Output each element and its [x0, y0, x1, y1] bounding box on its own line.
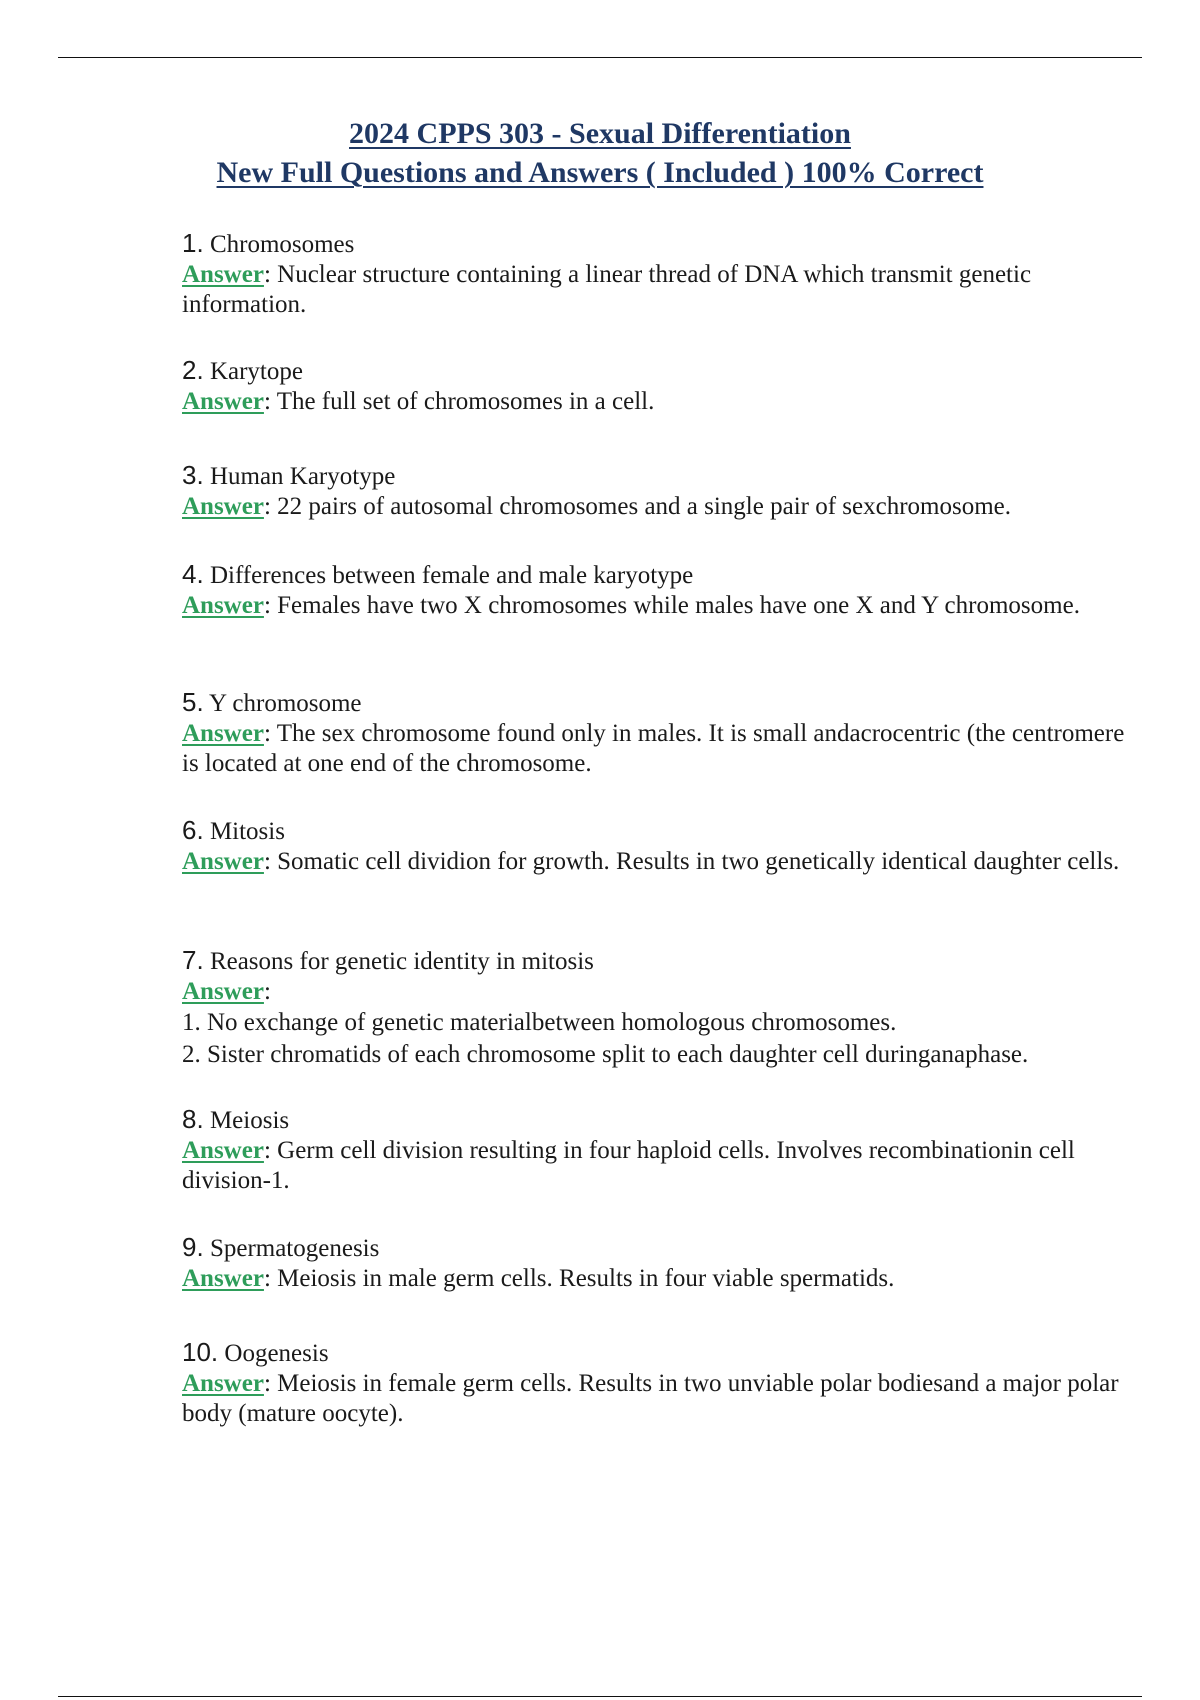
answer-label: Answer	[182, 261, 264, 288]
question	[182, 559, 1142, 591]
answer-text: Females have two X chromosomes while males have one X and Y chromosome.	[277, 592, 1080, 619]
question	[182, 1232, 1142, 1264]
qa-item-7	[182, 945, 1142, 1071]
question	[182, 945, 1142, 977]
question-number: 9.	[182, 1232, 204, 1262]
answer-text: 22 pairs of autosomal chromosomes and a single pair of sexchromosome.	[277, 493, 1012, 520]
question-number: 1.	[182, 228, 204, 258]
answer-label: Answer	[182, 1265, 264, 1292]
question-text: Karytope	[209, 358, 303, 385]
qa-item-5	[182, 687, 1142, 779]
qa-item-1	[182, 228, 1142, 320]
question-number: 3.	[182, 460, 204, 490]
answer: Answer: The full set of chromosomes in a cell.	[182, 388, 655, 415]
question-text: Reasons for genetic identity in mitosis	[209, 948, 594, 975]
qa-item-10	[182, 1337, 1142, 1429]
answer-label: Answer	[182, 720, 264, 747]
question	[182, 1104, 1142, 1136]
question	[182, 355, 1142, 387]
title-line-2: New Full Questions and Answers ( Included ) 100% Correct	[216, 156, 984, 189]
qa-item-8	[182, 1104, 1142, 1196]
question	[182, 1337, 1142, 1369]
question-number: 8.	[182, 1104, 204, 1134]
answer-line-2: 2. Sister chromatids of each chromosome split to each daughter cell duringanaphase.	[182, 1041, 1029, 1068]
answer: Answer: Nuclear structure containing a linear thread of DNA which transmit genetic information.	[182, 261, 1032, 318]
question-text: Oogenesis	[224, 1340, 329, 1367]
answer-label: Answer	[182, 848, 264, 875]
question-text: Spermatogenesis	[209, 1235, 380, 1262]
answer: Answer: Germ cell division resulting in four haploid cells. Involves recombinationin cell division-1.	[182, 1137, 1075, 1194]
question-text: Mitosis	[209, 818, 285, 845]
answer-text: Meiosis in male germ cells. Results in four viable spermatids.	[277, 1265, 895, 1292]
question	[182, 228, 1142, 260]
question-number: 2.	[182, 355, 204, 385]
answer: Answer: Meiosis in male germ cells. Results in four viable spermatids.	[182, 1265, 895, 1292]
title-line-1: 2024 CPPS 303 - Sexual Differentiation	[349, 117, 851, 150]
answer-text: The full set of chromosomes in a cell.	[276, 388, 655, 415]
document-title	[0, 114, 1200, 192]
answer-text: Germ cell division resulting in four haploid cells. Involves recombinationin cell division-1.	[182, 1137, 1075, 1194]
qa-item-4	[182, 559, 1142, 621]
question-number: 4.	[182, 559, 204, 589]
answer: Answer: 22 pairs of autosomal chromosomes and a single pair of sexchromosome.	[182, 493, 1012, 520]
question-text: Differences between female and male karyotype	[209, 562, 694, 589]
answer: Answer:	[182, 978, 271, 1005]
question-number: 6.	[182, 815, 204, 845]
answer-text: Nuclear structure containing a linear thread of DNA which transmit genetic information.	[182, 261, 1032, 318]
answer-text: Meiosis in female germ cells. Results in two unviable polar bodiesand a major polar body (mature oocyte).	[182, 1370, 1119, 1427]
answer: Answer: Somatic cell dividion for growth. Results in two genetically identical daughter cells.	[182, 848, 1120, 875]
answer-label: Answer	[182, 388, 264, 415]
answer-label: Answer	[182, 592, 264, 619]
answer-text: Somatic cell dividion for growth. Results in two genetically identical daughter cells.	[277, 848, 1120, 875]
question-text: Human Karyotype	[209, 463, 396, 490]
question	[182, 687, 1142, 719]
question-number: 10.	[182, 1337, 219, 1367]
question-text: Chromosomes	[209, 231, 355, 258]
answer-line-1: 1. No exchange of genetic materialbetween homologous chromosomes.	[182, 1009, 897, 1036]
top-rule	[58, 57, 1142, 58]
answer-text: The sex chromosome found only in males. It is small andacrocentric (the centromere is located at one end of the chromosome.	[182, 720, 1125, 777]
answer-label: Answer	[182, 1137, 264, 1164]
qa-item-9	[182, 1232, 1142, 1294]
qa-item-6	[182, 815, 1142, 877]
question	[182, 460, 1142, 492]
qa-item-2	[182, 355, 1142, 417]
question-text: Y chromosome	[209, 690, 362, 717]
question-number: 5.	[182, 687, 204, 717]
bottom-rule	[58, 1696, 1142, 1697]
answer-label: Answer	[182, 1370, 264, 1397]
qa-item-3	[182, 460, 1142, 522]
question	[182, 815, 1142, 847]
answer: Answer: Females have two X chromosomes while males have one X and Y chromosome.	[182, 592, 1080, 619]
question-number: 7.	[182, 945, 204, 975]
answer-label: Answer	[182, 493, 264, 520]
answer: Answer: Meiosis in female germ cells. Results in two unviable polar bodiesand a major polar body (mature oocyte).	[182, 1370, 1119, 1427]
question-text: Meiosis	[209, 1107, 290, 1134]
answer: Answer: The sex chromosome found only in males. It is small andacrocentric (the centromere is located at one end of the chromosome.	[182, 720, 1125, 777]
answer-label: Answer	[182, 978, 264, 1005]
